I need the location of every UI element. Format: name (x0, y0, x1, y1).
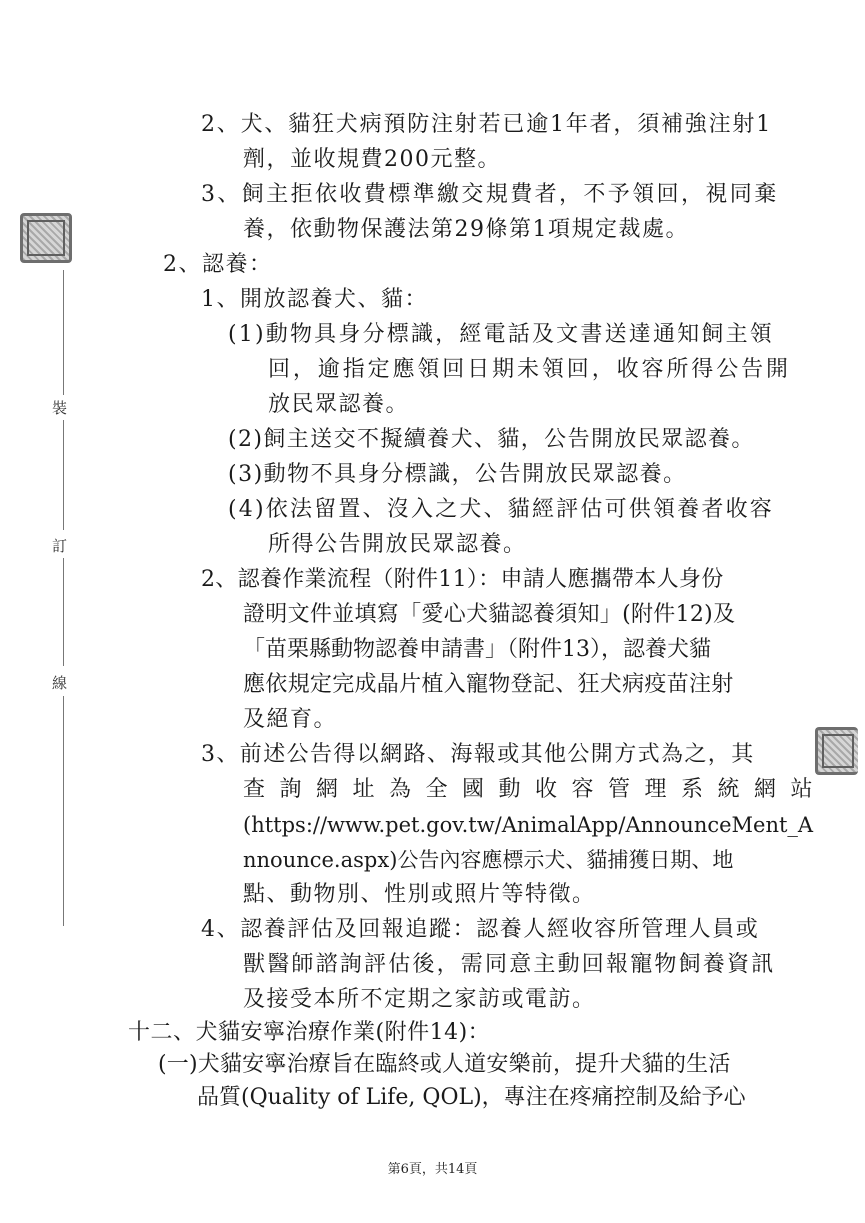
text-line-21: (https://www.pet.gov.tw/AnimalApp/AnnounceMent_A (243, 813, 814, 837)
text-line-16: 「苗栗縣動物認養申請書」（附件13），認養犬貓 (243, 637, 711, 662)
text-line-18: 及絕育。 (243, 707, 338, 732)
text-line-11: (3)動物不具身分標識，公告開放民眾認養。 (228, 462, 687, 487)
text-line-24: 4、認養評估及回報追蹤：認養人經收容所管理人員或 (201, 917, 760, 942)
text-line-2: 劑，並收規費200元整。 (243, 147, 501, 172)
text-line-1: 2、犬、貓狂犬病預防注射若已逾1年者，須補強注射1 (201, 112, 772, 137)
text-line-10: (2)飼主送交不擬續養犬、貓，公告開放民眾認養。 (228, 427, 755, 452)
binding-rule-middle-2 (63, 558, 64, 666)
binding-char-zhuang: 裝 (52, 399, 68, 417)
text-line-6: 1、開放認養犬、貓： (201, 287, 428, 312)
text-line-7: (1)動物具身分標識，經電話及文書送達通知飼主領 (228, 322, 774, 347)
text-line-28: (一)犬貓安寧治療旨在臨終或人道安樂前，提升犬貓的生活 (158, 1052, 731, 1077)
seal-stamp-right (815, 727, 858, 775)
text-line-25: 獸醫師諮詢評估後，需同意主動回報寵物飼養資訊 (243, 952, 776, 977)
text-line-29: 品質(Quality of Life, QOL)，專注在疼痛控制及給予心 (197, 1085, 746, 1110)
text-line-15: 證明文件並填寫「愛心犬貓認養須知」(附件12)及 (243, 602, 736, 627)
binding-char-xian: 線 (52, 674, 68, 692)
text-line-17: 應依規定完成晶片植入寵物登記、狂犬病疫苗注射 (243, 672, 734, 697)
text-line-4: 養，依動物保護法第29條第1項規定裁處。 (243, 217, 689, 242)
seal-stamp-left (20, 213, 72, 263)
text-line-13: 所得公告開放民眾認養。 (268, 532, 527, 557)
text-line-5: 2、認養： (163, 252, 273, 277)
text-line-23: 點、動物別、性別或照片等特徵。 (243, 882, 596, 907)
seal-stamp-right-border (822, 734, 854, 768)
text-line-22: nnounce.aspx)公告內容應標示犬、貓捕獲日期、地 (243, 848, 734, 872)
text-line-8: 回，逾指定應領回日期未領回，收容所得公告開 (268, 357, 791, 382)
text-line-20: 查詢網址為全國動收容管理系統網站 (243, 777, 828, 802)
binding-rule-bottom (63, 696, 64, 926)
binding-rule-top (63, 270, 64, 395)
section-heading-twelve: 十二、犬貓安寧治療作業(附件14)： (128, 1020, 491, 1045)
text-line-14: 2、認養作業流程（附件11）：申請人應攜帶本人身份 (201, 567, 724, 592)
binding-char-ding: 訂 (52, 537, 68, 555)
text-line-9: 放民眾認養。 (268, 392, 410, 417)
page-number-footer: 第6頁，共14頁 (387, 1162, 478, 1177)
text-line-19: 3、前述公告得以網路、海報或其他公開方式為之，其 (201, 742, 755, 767)
text-line-12: (4)依法留置、沒入之犬、貓經評估可供領養者收容 (228, 497, 774, 522)
text-line-3: 3、飼主拒依收費標準繳交規費者，不予領回，視同棄 (201, 182, 779, 207)
seal-stamp-left-border (27, 220, 65, 256)
text-line-26: 及接受本所不定期之家訪或電訪。 (243, 987, 596, 1012)
binding-rule-middle-1 (63, 420, 64, 530)
